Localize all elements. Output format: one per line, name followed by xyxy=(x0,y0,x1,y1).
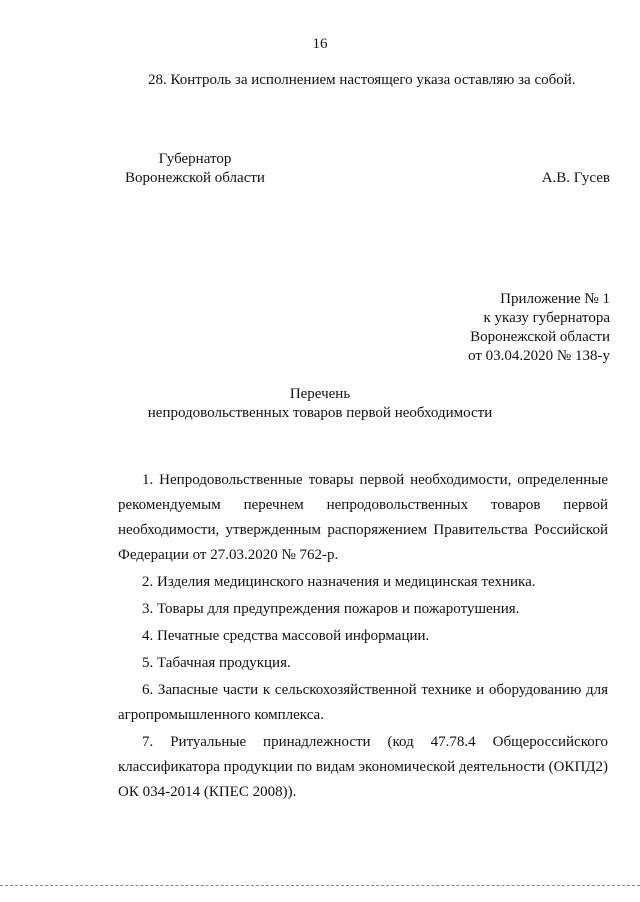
item7-line2: классификатора продукции по видам экономической деятельности (ОКПД2) xyxy=(118,759,608,775)
list-body xyxy=(118,468,608,805)
page-bottom-edge xyxy=(0,885,640,886)
signature-position xyxy=(110,150,280,188)
item7-line3: ОК 034-2014 (КПЕС 2008)). xyxy=(118,784,297,800)
list-item-2: 2. Изделия медицинского назначения и медицинская техника. xyxy=(142,574,536,590)
item1-line4: Федерации от 27.03.2020 № 762-р. xyxy=(118,547,339,563)
list-item-4: 4. Печатные средства массовой информации. xyxy=(142,628,430,644)
list-item-1 xyxy=(118,468,608,568)
item7-line1: 7. Ритуальные принадлежности (код 47.78.4 Общероссийского xyxy=(142,734,608,750)
appendix-line3: Воронежской области xyxy=(470,329,610,345)
item6-line2: агропромышленного комплекса. xyxy=(118,707,324,723)
list-item-5: 5. Табачная продукция. xyxy=(142,655,291,671)
item1-line2: рекомендуемым перечнем непродовольственных товаров первой xyxy=(118,497,608,513)
appendix-line2: к указу губернатора xyxy=(483,310,610,326)
signature-position-line2: Воронежской области xyxy=(125,170,265,186)
title-line1: Перечень xyxy=(289,386,351,402)
signature-name: А.В. Гусев xyxy=(541,170,610,186)
item6-line1: 6. Запасные части к сельскохозяйственной технике и оборудованию для xyxy=(142,682,608,698)
list-item-6 xyxy=(118,678,608,728)
document-title xyxy=(0,385,640,423)
page-number: 16 xyxy=(312,36,328,52)
control-clause: 28. Контроль за исполнением настоящего указа оставляю за собой. xyxy=(148,72,576,88)
signature-position-line1: Губернатор xyxy=(158,151,232,167)
list-item-3: 3. Товары для предупреждения пожаров и пожаротушения. xyxy=(142,601,520,617)
item1-line3: необходимости, утвержденным распоряжением Правительства Российской xyxy=(118,522,608,538)
appendix-line4: от 03.04.2020 № 138-у xyxy=(468,348,610,364)
appendix-header xyxy=(410,290,610,366)
title-line2: непродовольственных товаров первой необходимости xyxy=(147,405,493,421)
appendix-line1: Приложение № 1 xyxy=(500,291,610,307)
list-item-7 xyxy=(118,730,608,805)
item1-line1: 1. Непродовольственные товары первой необходимости, определенные xyxy=(142,472,608,488)
